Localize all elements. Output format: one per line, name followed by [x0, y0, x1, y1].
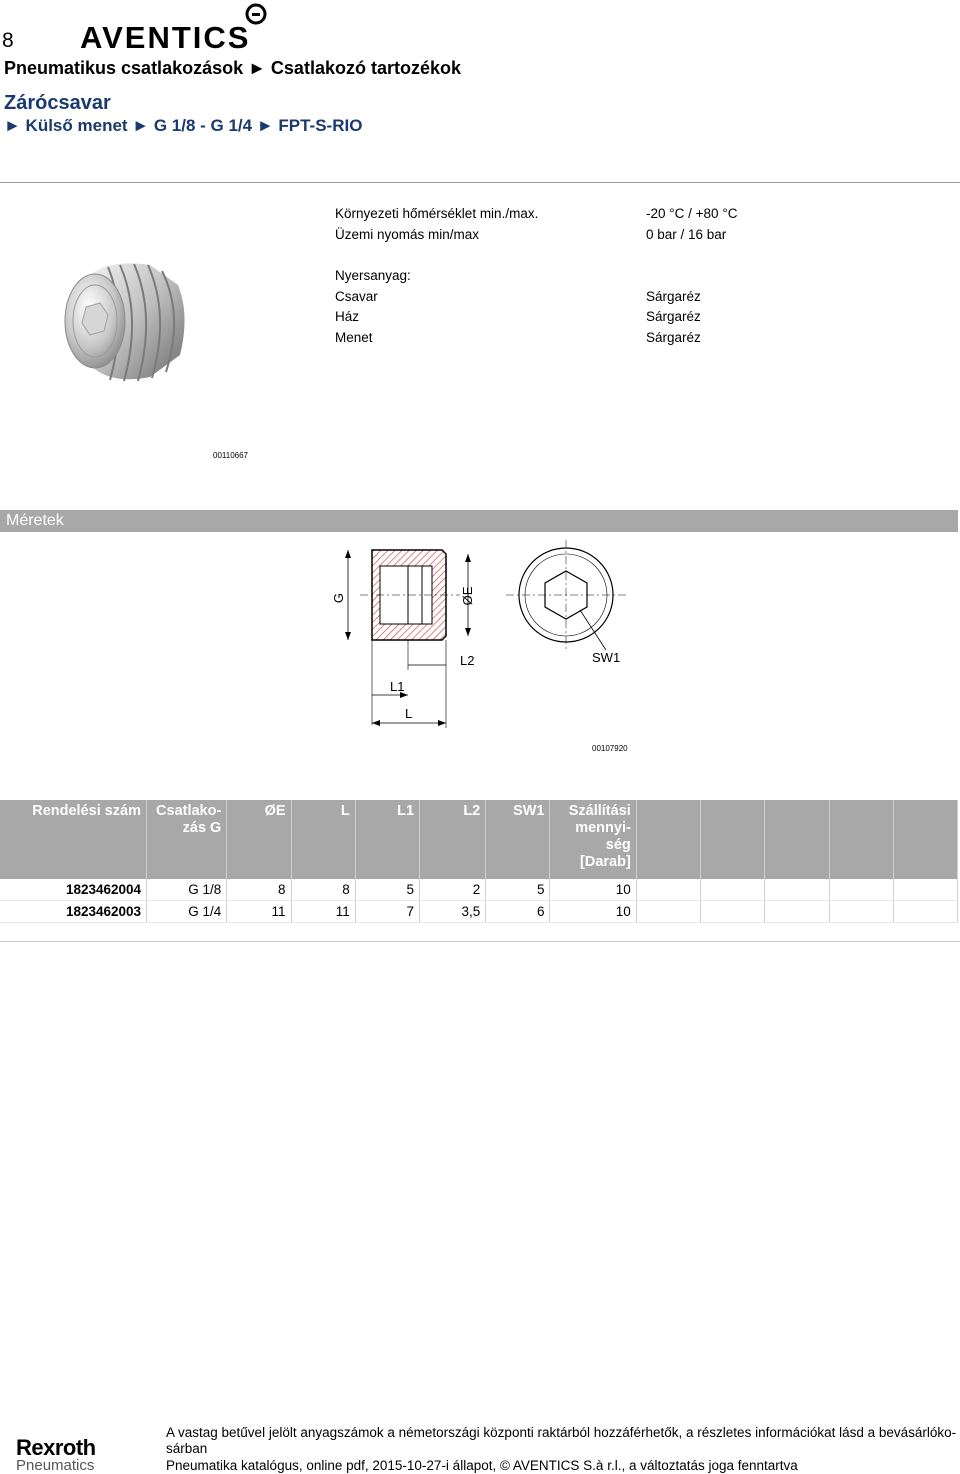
- brand-text: AVENTICS: [80, 20, 251, 52]
- col-header-text: L2: [463, 803, 481, 819]
- technical-drawing: [320, 540, 640, 740]
- material-heading: Nyersanyag:: [335, 268, 411, 283]
- col-header-oe: [227, 800, 291, 879]
- col-header-empty: [765, 800, 829, 879]
- page-subtitle: ► Külső menet ► G 1/8 - G 1/4 ► FPT-S-RIO: [4, 116, 363, 135]
- spec-value-pressure: 0 bar / 16 bar: [646, 227, 727, 242]
- col-header-l2: [420, 800, 486, 879]
- col-header-l: [291, 800, 355, 879]
- empty-cell: [893, 879, 957, 901]
- material-value-thread: Sárgaréz: [646, 330, 701, 345]
- material-label-screw: Csavar: [335, 289, 378, 304]
- col-header-empty: [636, 800, 700, 879]
- col-header-order-number: [0, 800, 147, 879]
- table-cell: 7: [355, 901, 419, 923]
- table-bottom-divider: [0, 941, 960, 942]
- table-header-row: [0, 800, 958, 879]
- table-cell: G 1/4: [147, 901, 227, 923]
- dim-label-l1: L1: [390, 679, 405, 694]
- table-cell: 11: [291, 901, 355, 923]
- material-label-thread: Menet: [335, 330, 373, 345]
- table-cell: 11: [227, 901, 291, 923]
- table-cell: 5: [355, 879, 419, 901]
- empty-cell: [829, 879, 893, 901]
- col-header-l1: [355, 800, 419, 879]
- col-header-text: ség: [605, 837, 631, 853]
- col-header-text: SW1: [513, 803, 545, 819]
- col-header-text: ØE: [264, 803, 286, 819]
- col-header-empty: [893, 800, 957, 879]
- material-label-housing: Ház: [335, 309, 360, 324]
- table-cell: 5: [486, 879, 550, 901]
- col-header-text: L1: [397, 803, 415, 819]
- order-number-cell: 1823462003: [0, 901, 147, 923]
- col-header-sw1: [486, 800, 550, 879]
- photo-id: 00110667: [213, 451, 248, 460]
- table-cell: 8: [291, 879, 355, 901]
- table-row: [0, 901, 958, 923]
- col-header-text: Rendelési szám: [32, 803, 142, 819]
- table-cell: 10: [550, 879, 636, 901]
- dim-label-sw1: SW1: [592, 650, 621, 665]
- empty-cell: [701, 901, 765, 923]
- table-cell: 2: [420, 879, 486, 901]
- section-title: Méretek: [6, 512, 64, 529]
- table-cell: 8: [227, 879, 291, 901]
- col-header-text: zás G: [182, 820, 222, 836]
- pneumatics-label: Pneumatics: [16, 1457, 95, 1474]
- empty-cell: [765, 879, 829, 901]
- table-row: [0, 879, 958, 901]
- spec-label-temperature: Környezeti hőmérséklet min./max.: [335, 206, 539, 221]
- page-title: Zárócsavar: [4, 92, 111, 114]
- section-header-dimensions: [0, 510, 958, 532]
- page-number: 8: [2, 29, 14, 52]
- drawing-id: 00107920: [592, 744, 628, 753]
- aventics-logo: [80, 2, 270, 52]
- col-header-connection: [147, 800, 227, 879]
- product-photo: [50, 255, 195, 390]
- col-header-delivery-qty: [550, 800, 636, 879]
- col-header-empty: [701, 800, 765, 879]
- rexroth-logo: Rexroth: [16, 1435, 96, 1460]
- col-header-text: Csatlako-: [156, 803, 222, 819]
- footer-note-line2: sárban: [166, 1441, 208, 1456]
- spec-value-temperature: -20 °C / +80 °C: [646, 206, 738, 221]
- empty-cell: [765, 901, 829, 923]
- header-divider: [0, 182, 960, 183]
- col-header-text: mennyi-: [575, 820, 631, 836]
- col-header-text: [Darab]: [580, 854, 631, 870]
- footer-copyright: Pneumatika katalógus, online pdf, 2015-10-27-i állapot, © AVENTICS S.à r.l., a változtatás joga fenntartva: [166, 1458, 798, 1473]
- empty-cell: [636, 901, 700, 923]
- spec-label-pressure: Üzemi nyomás min/max: [335, 227, 480, 242]
- empty-cell: [829, 901, 893, 923]
- breadcrumb: Pneumatikus csatlakozások ► Csatlakozó tartozékok: [4, 58, 461, 78]
- col-header-text: Szállítási: [568, 803, 631, 819]
- empty-cell: [893, 901, 957, 923]
- table-cell: 6: [486, 901, 550, 923]
- table-cell: 10: [550, 901, 636, 923]
- dim-label-oe: ØE: [460, 586, 475, 606]
- col-header-empty: [829, 800, 893, 879]
- material-value-housing: Sárgaréz: [646, 309, 701, 324]
- order-number-cell: 1823462004: [0, 879, 147, 901]
- material-value-screw: Sárgaréz: [646, 289, 701, 304]
- empty-cell: [701, 879, 765, 901]
- footer-note-line1: A vastag betűvel jelölt anyagszámok a németországi központi raktárból hozzáférhetők, a részletes információkat lásd a bevásárlóko-: [166, 1425, 957, 1440]
- table-cell: 3,5: [420, 901, 486, 923]
- dim-label-l2: L2: [460, 653, 475, 668]
- dim-label-l: L: [405, 706, 413, 721]
- table-cell: G 1/8: [147, 879, 227, 901]
- dim-label-g: G: [331, 592, 346, 604]
- empty-cell: [636, 879, 700, 901]
- col-header-text: L: [340, 803, 350, 819]
- product-table: [0, 800, 958, 923]
